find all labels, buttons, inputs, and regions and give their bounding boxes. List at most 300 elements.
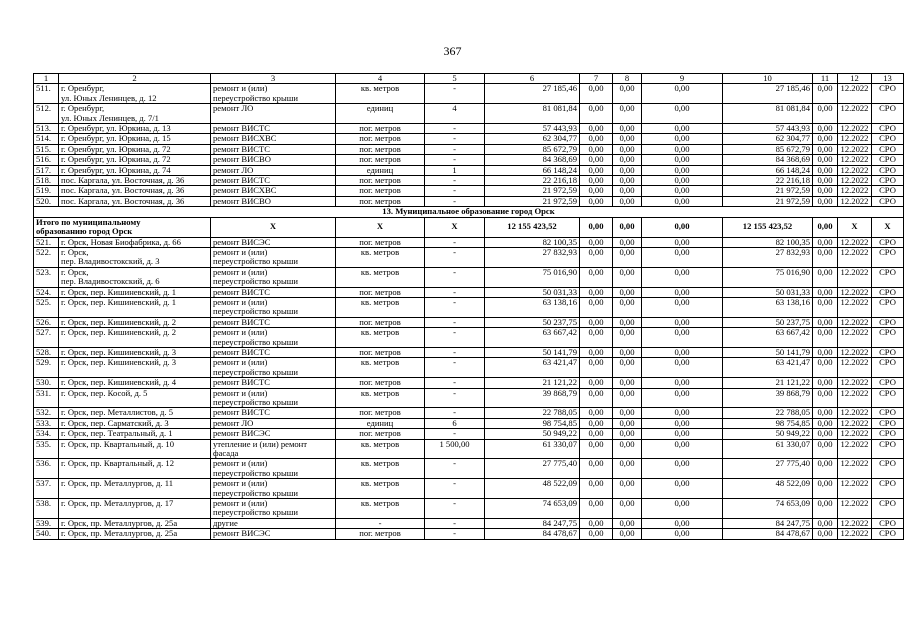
quantity-cell: 6 (425, 418, 485, 428)
total-label (34, 217, 211, 237)
table-row (34, 347, 904, 357)
table-row (34, 378, 904, 388)
amount-cell: 0,00 (580, 134, 613, 144)
fund-amount-cell: 39 868,79 (723, 388, 813, 408)
address-cell-line: г. Орск, пр. Металлургов, д. 11 (61, 478, 174, 489)
address-cell-line: пос. Каргала, ул. Восточная, д. 36 (61, 185, 185, 196)
total-cell: X (838, 217, 872, 237)
amount-cell: 0,00 (813, 518, 838, 528)
work-type-cell (211, 378, 336, 388)
address-cell-line: пос. Каргала, ул. Восточная, д. 36 (61, 196, 185, 206)
address-cell (59, 196, 211, 206)
fund-amount-cell: 22 216,18 (723, 176, 813, 186)
amount-cell: 0,00 (642, 237, 723, 247)
amount-cell: 0,00 (580, 247, 613, 267)
amount-cell: 0,00 (580, 84, 613, 104)
amount-cell: 0,00 (813, 155, 838, 165)
amount-cell: 0,00 (613, 186, 642, 196)
address-cell (59, 84, 211, 104)
amount-cell: 0,00 (613, 529, 642, 539)
unit-cell: пог. метров (336, 429, 425, 439)
completion-date-cell: 12.2022 (838, 378, 872, 388)
fund-amount-cell: 27 185,46 (723, 84, 813, 104)
method-cell: СРО (872, 176, 904, 186)
total-cost-cell: 63 421,47 (485, 358, 580, 378)
work-type-cell (211, 134, 336, 144)
unit-cell: единиц (336, 165, 425, 175)
amount-cell: 0,00 (642, 388, 723, 408)
fund-amount-cell: 84 368,69 (723, 155, 813, 165)
address-cell-line: г. Оренбург, ул. Юркина, д. 74 (61, 165, 171, 175)
address-cell-line: г. Орск, (61, 247, 89, 257)
quantity-cell: - (425, 134, 485, 144)
method-cell: СРО (872, 196, 904, 206)
work-type-cell (211, 479, 336, 499)
address-cell-line: пер. Владивостокский, д. 6 (61, 276, 160, 287)
work-type-cell-line: переустройство крыши (213, 487, 298, 498)
amount-cell: 0,00 (613, 104, 642, 124)
total-cost-cell: 62 304,77 (485, 134, 580, 144)
work-type-cell-line: ремонт ВИСТС (213, 377, 271, 388)
amount-cell: 0,00 (642, 104, 723, 124)
address-cell (59, 347, 211, 357)
work-type-cell (211, 247, 336, 267)
address-cell (59, 247, 211, 267)
row-number: 529. (34, 358, 59, 378)
amount-cell: 0,00 (642, 499, 723, 519)
column-number: 7 (580, 74, 613, 84)
completion-date-cell: 12.2022 (838, 196, 872, 206)
address-cell (59, 328, 211, 348)
total-cell: X (336, 217, 425, 237)
address-cell-line: г. Орск, пер. Кишиневский, д. 1 (61, 287, 177, 297)
table-row (34, 155, 904, 165)
amount-cell: 0,00 (813, 347, 838, 357)
table-row (34, 144, 904, 154)
column-number: 11 (813, 74, 838, 84)
work-type-cell-line: фасада (213, 448, 239, 459)
column-number: 4 (336, 74, 425, 84)
work-type-cell (211, 459, 336, 479)
address-cell-line: г. Оренбург, (61, 103, 105, 114)
quantity-cell: 1 500,00 (425, 439, 485, 459)
amount-cell: 0,00 (580, 408, 613, 418)
total-cell: 0,00 (642, 217, 723, 237)
fund-amount-cell: 48 522,09 (723, 479, 813, 499)
amount-cell: 0,00 (613, 328, 642, 348)
completion-date-cell: 12.2022 (838, 165, 872, 175)
work-type-cell-line: ремонт и (или) (213, 267, 268, 277)
fund-amount-cell: 22 788,05 (723, 408, 813, 418)
unit-cell: кв. метров (336, 459, 425, 479)
address-cell (59, 287, 211, 297)
amount-cell: 0,00 (613, 134, 642, 144)
amount-cell: 0,00 (642, 287, 723, 297)
method-cell: СРО (872, 518, 904, 528)
total-cell: X (211, 217, 336, 237)
completion-date-cell: 12.2022 (838, 84, 872, 104)
method-cell: СРО (872, 104, 904, 124)
amount-cell: 0,00 (813, 358, 838, 378)
total-cost-cell: 75 016,90 (485, 267, 580, 287)
completion-date-cell: 12.2022 (838, 328, 872, 348)
address-cell-line: г. Орск, пер. Металлистов, д. 5 (61, 407, 173, 418)
address-cell (59, 378, 211, 388)
amount-cell: 0,00 (642, 459, 723, 479)
method-cell: СРО (872, 378, 904, 388)
amount-cell: 0,00 (642, 408, 723, 418)
address-cell-line: г. Орск, пр. Металлургов, д. 25а (61, 528, 178, 539)
address-cell-line: г. Орск, пер. Кишиневский, д. 1 (61, 297, 177, 307)
table-row (34, 429, 904, 439)
method-cell: СРО (872, 165, 904, 175)
table-row (34, 186, 904, 196)
method-cell: СРО (872, 134, 904, 144)
completion-date-cell: 12.2022 (838, 104, 872, 124)
row-number: 523. (34, 267, 59, 287)
unit-cell: кв. метров (336, 247, 425, 267)
amount-cell: 0,00 (580, 317, 613, 327)
work-type-cell (211, 104, 336, 124)
amount-cell: 0,00 (580, 196, 613, 206)
column-number: 8 (613, 74, 642, 84)
row-number: 526. (34, 317, 59, 327)
quantity-cell: 1 (425, 165, 485, 175)
address-cell (59, 529, 211, 539)
method-cell: СРО (872, 347, 904, 357)
amount-cell: 0,00 (580, 347, 613, 357)
table-row (34, 418, 904, 428)
address-cell-line: г. Орск, пер. Кишиневский, д. 2 (61, 327, 177, 338)
amount-cell: 0,00 (580, 165, 613, 175)
row-number: 531. (34, 388, 59, 408)
amount-cell: 0,00 (580, 518, 613, 528)
table-row (34, 247, 904, 267)
quantity-cell: - (425, 155, 485, 165)
work-type-cell-line: ремонт и (или) (213, 478, 268, 489)
quantity-cell: - (425, 237, 485, 247)
work-type-cell-line: ремонт ВИСХВС (213, 133, 277, 144)
fund-amount-cell: 21 972,59 (723, 186, 813, 196)
amount-cell: 0,00 (580, 529, 613, 539)
total-cell: 0,00 (813, 217, 838, 237)
amount-cell: 0,00 (613, 479, 642, 499)
address-cell (59, 358, 211, 378)
method-cell: СРО (872, 186, 904, 196)
unit-cell: пог. метров (336, 237, 425, 247)
amount-cell: 0,00 (813, 124, 838, 134)
amount-cell: 0,00 (613, 124, 642, 134)
amount-cell: 0,00 (642, 479, 723, 499)
address-cell (59, 186, 211, 196)
work-type-cell (211, 176, 336, 186)
fund-amount-cell: 84 478,67 (723, 529, 813, 539)
completion-date-cell: 12.2022 (838, 429, 872, 439)
completion-date-cell: 12.2022 (838, 418, 872, 428)
method-cell: СРО (872, 155, 904, 165)
completion-date-cell: 12.2022 (838, 287, 872, 297)
address-cell (59, 317, 211, 327)
address-cell-line: пос. Каргала, ул. Восточная, д. 36 (61, 175, 185, 186)
row-number: 513. (34, 124, 59, 134)
quantity-cell: - (425, 186, 485, 196)
total-cost-cell: 21 972,59 (485, 196, 580, 206)
column-number: 3 (211, 74, 336, 84)
fund-amount-cell: 21 121,22 (723, 378, 813, 388)
amount-cell: 0,00 (642, 328, 723, 348)
quantity-cell: - (425, 297, 485, 317)
address-cell-line: г. Орск, пр. Металлургов, д. 17 (61, 498, 174, 509)
amount-cell: 0,00 (642, 186, 723, 196)
amount-cell: 0,00 (613, 378, 642, 388)
repair-register-table (33, 73, 904, 540)
address-cell (59, 155, 211, 165)
completion-date-cell: 12.2022 (838, 439, 872, 459)
table-row (34, 518, 904, 528)
amount-cell: 0,00 (613, 196, 642, 206)
address-cell (59, 499, 211, 519)
method-cell: СРО (872, 408, 904, 418)
page-number: 367 (443, 44, 462, 58)
address-cell-line: г. Орск, пер. Театральный, д. 1 (61, 428, 173, 439)
amount-cell: 0,00 (813, 418, 838, 428)
unit-cell: пог. метров (336, 134, 425, 144)
total-cost-cell: 66 148,24 (485, 165, 580, 175)
fund-amount-cell: 50 949,22 (723, 429, 813, 439)
table-row (34, 358, 904, 378)
amount-cell: 0,00 (613, 155, 642, 165)
amount-cell: 0,00 (580, 328, 613, 348)
work-type-cell-line: ремонт ВИСТС (213, 175, 271, 186)
address-cell (59, 144, 211, 154)
table-row (34, 297, 904, 317)
section-orsk (34, 207, 904, 237)
fund-amount-cell: 75 016,90 (723, 267, 813, 287)
work-type-cell-line: ремонт ВИСТС (213, 123, 271, 134)
amount-cell: 0,00 (613, 247, 642, 267)
amount-cell: 0,00 (813, 176, 838, 186)
completion-date-cell: 12.2022 (838, 388, 872, 408)
amount-cell: 0,00 (642, 155, 723, 165)
amount-cell: 0,00 (813, 429, 838, 439)
method-cell: СРО (872, 388, 904, 408)
amount-cell: 0,00 (613, 358, 642, 378)
amount-cell: 0,00 (580, 267, 613, 287)
amount-cell: 0,00 (613, 518, 642, 528)
total-cost-cell: 57 443,93 (485, 124, 580, 134)
completion-date-cell: 12.2022 (838, 317, 872, 327)
address-cell (59, 267, 211, 287)
address-cell-line: г. Орск, пр. Квартальный, д. 12 (61, 458, 174, 469)
amount-cell: 0,00 (613, 429, 642, 439)
amount-cell: 0,00 (642, 439, 723, 459)
amount-cell: 0,00 (813, 499, 838, 519)
completion-date-cell: 12.2022 (838, 347, 872, 357)
method-cell: СРО (872, 84, 904, 104)
section-header-row (34, 207, 904, 217)
quantity-cell: - (425, 459, 485, 479)
total-cost-cell: 63 667,42 (485, 328, 580, 348)
amount-cell: 0,00 (813, 84, 838, 104)
work-type-cell-line: переустройство крыши (213, 256, 298, 267)
work-type-cell (211, 439, 336, 459)
table-row (34, 165, 904, 175)
unit-cell: пог. метров (336, 155, 425, 165)
amount-cell: 0,00 (580, 418, 613, 428)
address-cell (59, 297, 211, 317)
total-cost-cell: 27 185,46 (485, 84, 580, 104)
amount-cell: 0,00 (580, 499, 613, 519)
row-number: 530. (34, 378, 59, 388)
method-cell: СРО (872, 429, 904, 439)
work-type-cell-line: ремонт и (или) (213, 458, 268, 469)
total-cost-cell: 61 330,07 (485, 439, 580, 459)
quantity-cell: - (425, 317, 485, 327)
rows-group-orenburg (34, 84, 904, 207)
column-number: 10 (723, 74, 813, 84)
fund-amount-cell: 63 667,42 (723, 328, 813, 348)
method-cell: СРО (872, 529, 904, 539)
method-cell: СРО (872, 499, 904, 519)
amount-cell: 0,00 (813, 134, 838, 144)
total-cell: 0,00 (613, 217, 642, 237)
work-type-cell (211, 429, 336, 439)
address-cell (59, 459, 211, 479)
completion-date-cell: 12.2022 (838, 297, 872, 317)
method-cell: СРО (872, 328, 904, 348)
row-number: 535. (34, 439, 59, 459)
amount-cell: 0,00 (642, 347, 723, 357)
completion-date-cell: 12.2022 (838, 529, 872, 539)
method-cell: СРО (872, 317, 904, 327)
address-cell (59, 518, 211, 528)
work-type-cell-line: ремонт ВИСТС (213, 144, 271, 154)
unit-cell: пог. метров (336, 124, 425, 134)
row-number: 534. (34, 429, 59, 439)
total-cost-cell: 74 653,09 (485, 499, 580, 519)
total-cell: X (425, 217, 485, 237)
unit-cell: единиц (336, 104, 425, 124)
work-type-cell-line: переустройство крыши (213, 92, 298, 103)
table-row (34, 124, 904, 134)
total-cost-cell: 50 237,75 (485, 317, 580, 327)
address-cell (59, 479, 211, 499)
amount-cell: 0,00 (580, 237, 613, 247)
work-type-cell-line: переустройство крыши (213, 467, 298, 478)
work-type-cell (211, 408, 336, 418)
amount-cell: 0,00 (813, 287, 838, 297)
address-cell (59, 104, 211, 124)
table-row (34, 134, 904, 144)
total-cost-cell: 48 522,09 (485, 479, 580, 499)
completion-date-cell: 12.2022 (838, 186, 872, 196)
unit-cell: пог. метров (336, 378, 425, 388)
work-type-cell (211, 165, 336, 175)
work-type-cell (211, 499, 336, 519)
address-cell (59, 237, 211, 247)
quantity-cell: - (425, 347, 485, 357)
amount-cell: 0,00 (813, 408, 838, 418)
work-type-cell (211, 347, 336, 357)
address-cell (59, 429, 211, 439)
unit-cell: единиц (336, 418, 425, 428)
total-cost-cell: 27 775,40 (485, 459, 580, 479)
column-number: 5 (425, 74, 485, 84)
row-number: 537. (34, 479, 59, 499)
fund-amount-cell: 63 138,16 (723, 297, 813, 317)
amount-cell: 0,00 (642, 196, 723, 206)
amount-cell: 0,00 (613, 84, 642, 104)
fund-amount-cell: 84 247,75 (723, 518, 813, 528)
unit-cell: пог. метров (336, 287, 425, 297)
address-cell-line: ул. Юных Ленинцев, д. 7/1 (61, 112, 159, 123)
quantity-cell: 4 (425, 104, 485, 124)
quantity-cell: - (425, 144, 485, 154)
quantity-cell: - (425, 176, 485, 186)
amount-cell: 0,00 (613, 418, 642, 428)
table-row (34, 237, 904, 247)
table-row (34, 529, 904, 539)
work-type-cell (211, 287, 336, 297)
amount-cell: 0,00 (642, 165, 723, 175)
completion-date-cell: 12.2022 (838, 176, 872, 186)
amount-cell: 0,00 (813, 328, 838, 348)
quantity-cell: - (425, 378, 485, 388)
unit-cell: кв. метров (336, 328, 425, 348)
completion-date-cell: 12.2022 (838, 459, 872, 479)
table-row (34, 479, 904, 499)
rows-group-orsk (34, 237, 904, 539)
table-row (34, 196, 904, 206)
amount-cell: 0,00 (580, 124, 613, 134)
work-type-cell-line: ремонт ВИСВО (213, 154, 271, 165)
total-cost-cell: 50 949,22 (485, 429, 580, 439)
section-title: 13. Муниципальное образование город Орск (34, 207, 904, 217)
amount-cell: 0,00 (580, 459, 613, 479)
total-amount: 12 155 423,52 (485, 217, 580, 237)
work-type-cell-line: ремонт и (или) (213, 83, 268, 94)
total-cost-cell: 84 368,69 (485, 155, 580, 165)
amount-cell: 0,00 (580, 388, 613, 408)
work-type-cell-line: переустройство крыши (213, 276, 298, 287)
table-row (34, 388, 904, 408)
total-cost-cell: 22 788,05 (485, 408, 580, 418)
unit-cell: пог. метров (336, 408, 425, 418)
amount-cell: 0,00 (580, 144, 613, 154)
amount-cell: 0,00 (613, 459, 642, 479)
amount-cell: 0,00 (813, 439, 838, 459)
address-cell (59, 418, 211, 428)
total-cost-cell: 50 031,33 (485, 287, 580, 297)
unit-cell: кв. метров (336, 358, 425, 378)
amount-cell: 0,00 (613, 237, 642, 247)
work-type-cell-line: переустройство крыши (213, 306, 298, 317)
amount-cell: 0,00 (813, 104, 838, 124)
address-cell-line: г. Оренбург, ул. Юркина, д. 15 (61, 133, 171, 144)
unit-cell: - (336, 518, 425, 528)
amount-cell: 0,00 (813, 165, 838, 175)
amount-cell: 0,00 (813, 144, 838, 154)
total-label-line: образованию город Орск (36, 226, 133, 237)
amount-cell: 0,00 (642, 358, 723, 378)
amount-cell: 0,00 (813, 186, 838, 196)
table-row (34, 459, 904, 479)
work-type-cell (211, 518, 336, 528)
completion-date-cell: 12.2022 (838, 124, 872, 134)
work-type-cell-line: ремонт и (или) (213, 297, 268, 307)
amount-cell: 0,00 (813, 297, 838, 317)
amount-cell: 0,00 (813, 267, 838, 287)
